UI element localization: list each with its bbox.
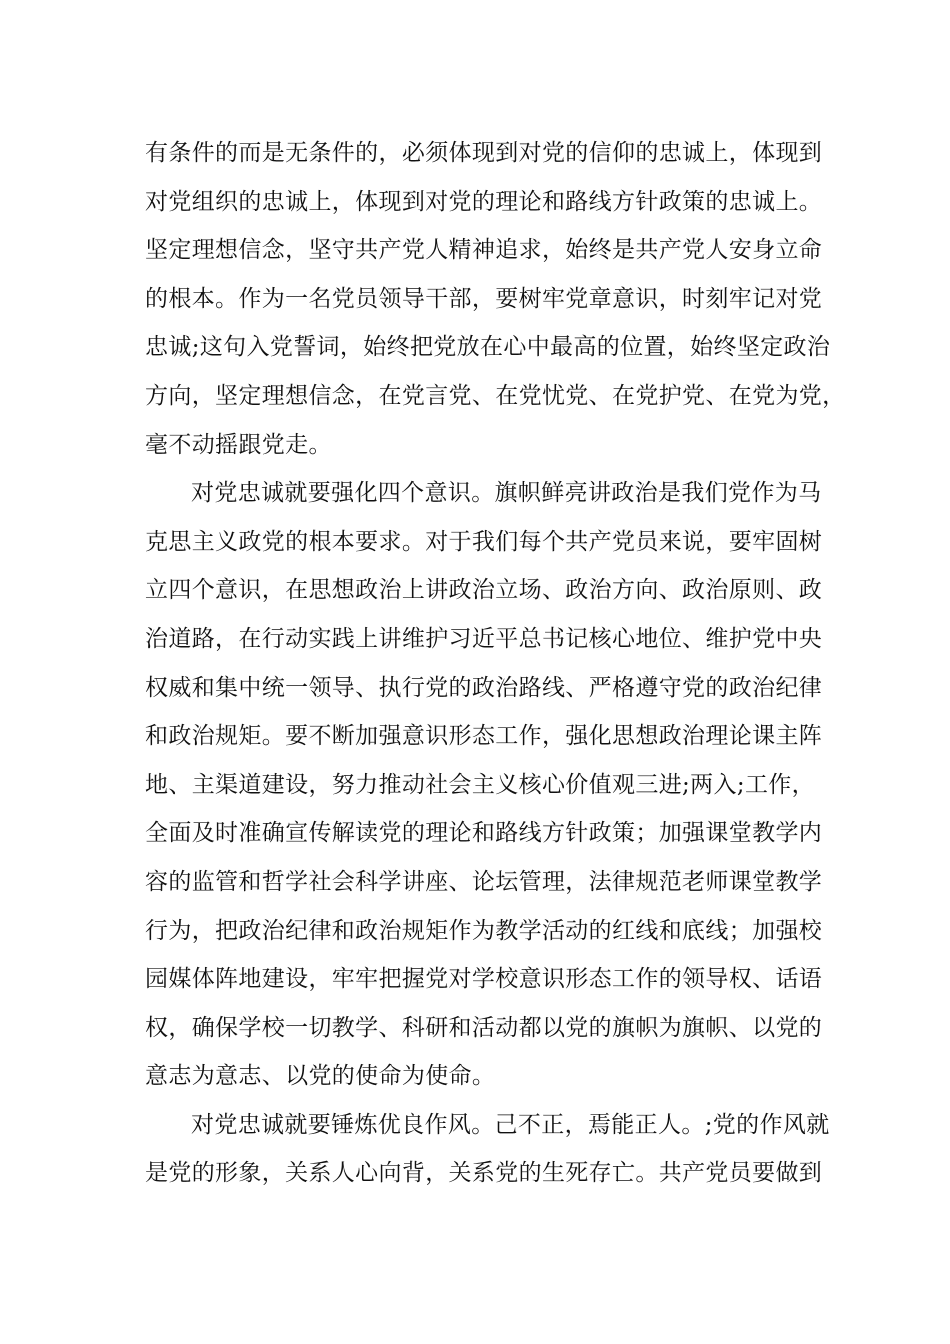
text-line: 是党的形象，关系人心向背，关系党的生死存亡。共产党员要做到 [145, 1160, 823, 1187]
text-line: 有条件的而是无条件的，必须体现到对党的信仰的忠诚上，体现到 [145, 140, 823, 166]
text-line: 园媒体阵地建设，牢牢把握党对学校意识形态工作的领导权、话语 [145, 966, 823, 993]
text-line: 全面及时准确宣传解读党的理论和路线方针政策；加强课堂教学内 [145, 820, 823, 847]
text-line: 立四个意识，在思想政治上讲政治立场、政治方向、政治原则、政 [145, 577, 823, 604]
text-line: 坚定理想信念，坚守共产党人精神追求，始终是共产党人安身立命 [145, 237, 823, 264]
text-line: 权威和集中统一领导、执行党的政治路线、严格遵守党的政治纪律 [145, 674, 823, 701]
text-line: 忠诚;这句入党誓词，始终把党放在心中最高的位置，始终坚定政治 [145, 334, 831, 361]
text-line: 克思主义政党的根本要求。对于我们每个共产党员来说，要牢固树 [145, 528, 823, 555]
body-text [145, 129, 846, 1198]
text-line: 方向，坚定理想信念，在党言党、在党忧党、在党护党、在党为党， [145, 382, 846, 409]
text-line: 对党忠诚就要强化四个意识。旗帜鲜亮讲政治是我们党作为马 [191, 480, 822, 507]
text-line: 毫不动摇跟党走。 [145, 431, 332, 458]
text-line: 治道路，在行动实践上讲维护习近平总书记核心地位、维护党中央 [145, 625, 823, 652]
text-line: 地、主渠道建设，努力推动社会主义核心价值观三进;两入;工作， [145, 771, 815, 798]
text-line: 和政治规矩。要不断加强意识形态工作，强化思想政治理论课主阵 [145, 723, 823, 750]
text-line: 对党忠诚就要锤炼优良作风。己不正，焉能正人。;党的作风就 [191, 1111, 830, 1138]
text-line: 的根本。作为一名党员领导干部，要树牢党章意识，时刻牢记对党 [145, 285, 823, 312]
text-line: 行为，把政治纪律和政治规矩作为教学活动的红线和底线；加强校 [145, 917, 823, 944]
text-line: 容的监管和哲学社会科学讲座、论坛管理，法律规范老师课堂教学 [145, 868, 823, 895]
text-line: 权，确保学校一切教学、科研和活动都以党的旗帜为旗帜、以党的 [145, 1014, 823, 1041]
text-line: 对党组织的忠诚上，体现到对党的理论和路线方针政策的忠诚上。 [145, 188, 823, 215]
text-line: 意志为意志、以党的使命为使命。 [145, 1063, 496, 1090]
